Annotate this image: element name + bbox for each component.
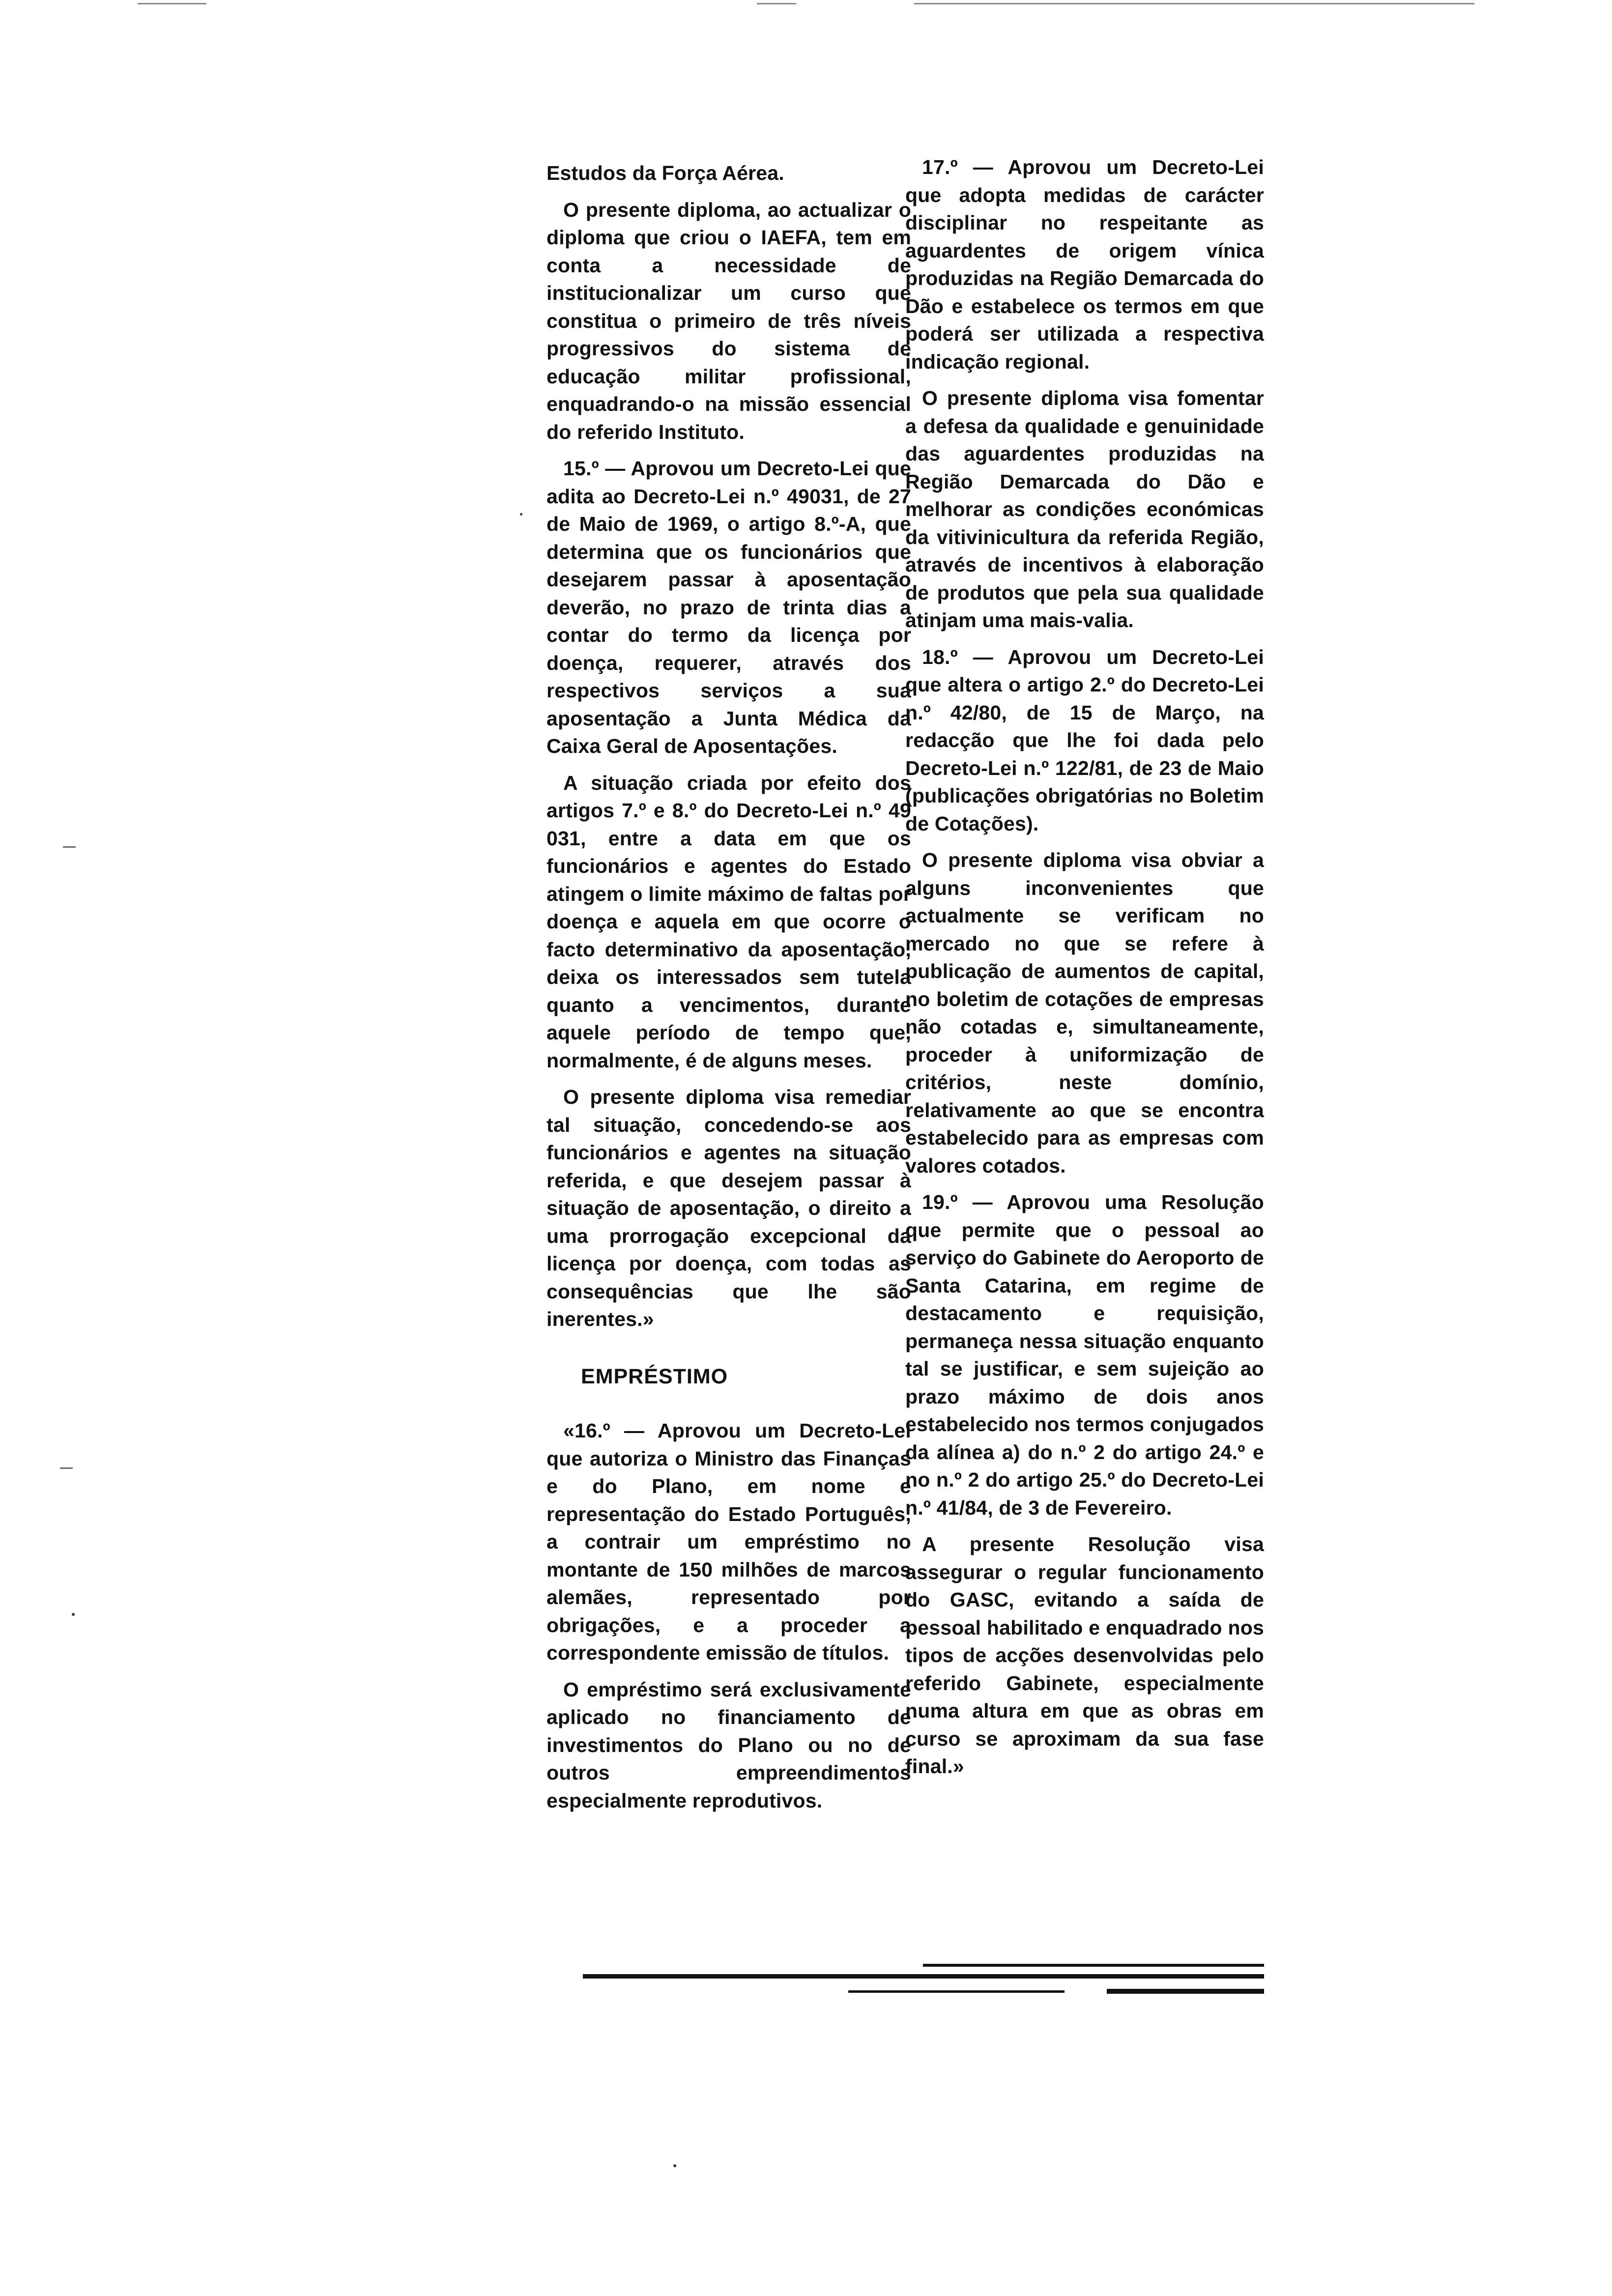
- scan-mark-top-2: [757, 3, 796, 4]
- paragraph: 15.º — Aprovou um Decreto-Lei que adita ao Decreto-Lei n.º 49031, de 27 de Maio de 1969, o artigo 8.º-A, que determina que os funcionários que desejarem passar à aposentação deverão, no prazo de trinta dias a contar do termo da licença por doença, requerer, através dos respectivos serviços a sua aposentação a Junta Médica da Caixa Geral de Aposentações.: [547, 457, 911, 757]
- paragraph: 19.º — Aprovou uma Resolução que permite que o pessoal ao serviço do Gabinete do Aeroporto de Santa Catarina, em regime de destacamento e requisição, permaneça nessa situação enquanto tal se justificar, e sem sujeição ao prazo máximo de dois anos estabelecido nos termos conjugados da alínea a) do n.º 2 do artigo 24.º e no n.º 2 do artigo 25.º do Decreto-Lei n.º 41/84, de 3 de Fevereiro.: [905, 1191, 1264, 1519]
- paragraph: O presente diploma, ao actualizar o diploma que criou o IAEFA, tem em conta a necessidade de institucionalizar um curso que constitua o primeiro de três níveis progressivos do sistema de educação militar profissional, enquadrando-o na missão essencial do referido Instituto.: [547, 198, 911, 443]
- scan-mark-top-3: [914, 3, 1474, 4]
- section-heading: EMPRÉSTIMO: [581, 1364, 728, 1388]
- scan-mark-top-1: [138, 3, 206, 4]
- paragraph: O presente diploma visa remediar tal situação, concedendo-se aos funcionários e agentes na situação referida, e que desejem passar à situação de aposentação, o direito a uma prorrogação excepcional da licença por doença, com todas as consequências que lhe são inerentes.»: [547, 1086, 911, 1330]
- closing-rule-lower-right: [1107, 1989, 1264, 1994]
- paragraph: «16.º — Aprovou um Decreto-Lei que autoriza o Ministro das Finanças e do Plano, em nome e representação do Estado Português, a contrair um empréstimo no montante de 150 milhões de marcos alemães, representado por obrigações, e a proceder a correspondente emissão de títulos.: [547, 1419, 911, 1664]
- paragraph: O empréstimo será exclusivamente aplicado no financiamento de investimentos do Plano ou no de outros empreendimentos especialmente reprodutivos.: [547, 1678, 911, 1812]
- paragraph: Estudos da Força Aérea.: [547, 162, 784, 184]
- margin-speck-3: [520, 513, 522, 516]
- closing-rule-right: [923, 1964, 1264, 1967]
- paragraph: 17.º — Aprovou um Decreto-Lei que adopta medidas de carácter disciplinar no respeitante as aguardentes de origem vínica produzidas na Região Demarcada do Dão e estabelece os termos em que poderá ser utilizada a respectiva indicação regional.: [905, 156, 1264, 373]
- paragraph: A situação criada por efeito dos artigos 7.º e 8.º do Decreto-Lei n.º 49 031, entre a data em que os funcionários e agentes do Estado atingem o limite máximo de faltas por doença e aquela em que ocorre o facto determinativo da aposentação, deixa os interessados sem tutela quanto a vencimentos, durante aquele período de tempo que, normalmente, é de alguns meses.: [547, 771, 911, 1072]
- paragraph: O presente diploma visa obviar a alguns inconvenientes que actualmente se verificam no mercado no que se refere à publicação de aumentos de capital, no boletim de cotações de empresas não cotadas e, simultaneamente, proceder à uniformização de critérios, neste domínio, relativamente ao que se encontra estabelecido para as empresas com valores cotados.: [905, 849, 1264, 1177]
- right-text-column: [905, 153, 1264, 1789]
- paragraph: O presente diploma visa fomentar a defesa da qualidade e genuinidade das aguardentes produzidas na Região Demarcada do Dão e melhorar as condições económicas da vitivinicultura da referida Região, através de incentivos à elaboração de produtos que pela sua qualidade atinjam uma mais-valia.: [905, 387, 1264, 631]
- paragraph: 18.º — Aprovou um Decreto-Lei que altera o artigo 2.º do Decreto-Lei n.º 42/80, de 15 de Março, na redacção que lhe foi dada pelo Decreto-Lei n.º 122/81, de 23 de Maio (publicações obrigatórias no Boletim de Cotações).: [905, 645, 1264, 835]
- margin-speck-1: [72, 1613, 75, 1616]
- left-text-column: [547, 159, 911, 1823]
- closing-rule-lower-left: [848, 1990, 1065, 1993]
- margin-mark-2: [60, 1467, 73, 1469]
- closing-rule-full: [583, 1974, 1264, 1979]
- margin-mark-1: [63, 846, 76, 848]
- margin-speck-2: [673, 2164, 676, 2167]
- paragraph: A presente Resolução visa assegurar o regular funcionamento do GASC, evitando a saída de pessoal habilitado e enquadrado nos tipos de acções desenvolvidas pelo referido Gabinete, especialmente numa altura em que as obras em curso se aproximam da sua fase final.»: [905, 1533, 1264, 1778]
